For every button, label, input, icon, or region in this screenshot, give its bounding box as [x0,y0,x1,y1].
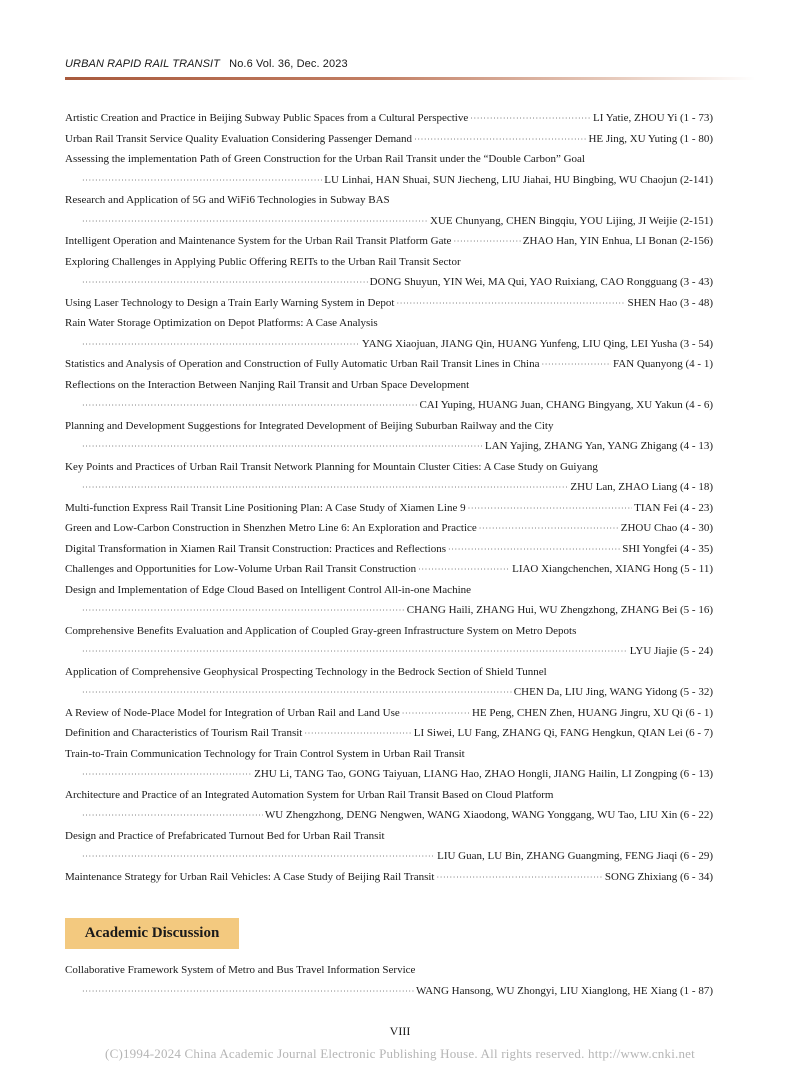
entry-authors: ZHOU Chao (4 - 30) [620,522,713,534]
entry-title: Using Laser Technology to Design a Train Early Warning System in Depot [65,296,395,309]
entry-title: Challenges and Opportunities for Low-Volume Urban Rail Transit Construction [65,563,417,575]
entry-authors: CHEN Da, LIU Jing, WANG Yidong (5 - 32) [513,686,713,698]
entry-authors: HE Jing, XU Yuting (1 - 80) [588,132,713,145]
entry-title: Comprehensive Benefits Evaluation and Application of Coupled Gray-green Infrastructure System on Metro Depots [65,624,577,637]
toc-entry [65,313,713,334]
toc-list [65,108,713,887]
leader-dots [82,171,322,192]
entry-authors: LI Yatie, ZHOU Yi (1 - 73) [593,112,713,124]
toc-entry-authors-line [65,682,713,703]
running-header [65,58,745,70]
entry-authors: YANG Xiaojuan, JIANG Qin, HUANG Yunfeng, LIU Qing, LEI Yusha (3 - 54) [361,337,713,350]
header-divider [65,77,755,80]
entry-title: Multi-function Express Rail Transit Line Positioning Plan: A Case Study of Xiamen Line 9 [65,501,466,514]
entry-authors: CHANG Haili, ZHANG Hui, WU Zhengzhong, ZHANG Bei (5 - 16) [406,604,713,616]
toc-entry-authors-line [65,477,713,498]
entry-authors: ZHU Li, TANG Tao, GONG Taiyuan, LIANG Hao, ZHAO Hongli, JIANG Hailin, LI Zongping (6 - 13) [254,768,713,780]
leader-dots [82,396,417,417]
toc-entry [65,539,713,560]
toc-entry [65,518,713,539]
entry-title: Research and Application of 5G and WiFi6 Technologies in Subway BAS [65,194,390,206]
leader-dots [82,273,368,294]
leader-dots [402,704,470,725]
toc-entry [65,662,713,683]
entry-title: Train-to-Train Communication Technology for Train Control System in Urban Rail Transit [65,747,465,760]
entry-title: Artistic Creation and Practice in Beijing Subway Public Spaces from a Cultural Perspective [65,112,469,124]
leader-dots [82,806,263,827]
entry-title: Planning and Development Suggestions for Integrated Development of Beijing Suburban Railway and the City [65,419,554,432]
entry-authors: SHI Yongfei (4 - 35) [622,542,713,555]
entry-title: Urban Rail Transit Service Quality Evaluation Considering Passenger Demand [65,132,413,145]
toc-list-academic-discussion [65,960,713,1001]
entry-title: Assessing the implementation Path of Green Construction for the Urban Rail Transit under the “Double Carbon” Goal [65,153,585,165]
leader-dots [82,765,252,786]
entry-title: Maintenance Strategy for Urban Rail Vehicles: A Case Study of Beijing Rail Transit [65,870,435,883]
toc-entry-authors-line [65,211,713,232]
entry-title: A Review of Node-Place Model for Integration of Urban Rail and Land Use [65,706,400,719]
toc-entry-authors-line [65,600,713,621]
toc-entry-authors-line [65,272,713,293]
entry-authors: TIAN Fei (4 - 23) [634,501,713,514]
journal-name: URBAN RAPID RAIL TRANSIT [65,58,221,70]
toc-entry-authors-line [65,981,713,1002]
toc-entry [65,580,713,601]
entry-authors: ZHU Lan, ZHAO Liang (4 - 18) [570,481,713,493]
entry-authors: LI Siwei, LU Fang, ZHANG Qi, FANG Hengkun, QIAN Lei (6 - 7) [413,727,713,739]
entry-authors: XUE Chunyang, CHEN Bingqiu, YOU Lijing, JI Weijie (2-151) [430,214,713,227]
entry-title: Intelligent Operation and Maintenance System for the Urban Rail Transit Platform Gate [65,235,452,247]
leader-dots [479,519,619,540]
entry-authors: LYU Jiajie (5 - 24) [629,645,713,657]
toc-entry [65,375,713,396]
entry-title: Exploring Challenges in Applying Public Offering REITs to the Urban Rail Transit Sector [65,255,461,268]
leader-dots [82,437,483,458]
entry-authors: LU Linhai, HAN Shuai, SUN Jiecheng, LIU Jiahai, HU Bingbing, WU Chaojun (2-141) [324,173,713,186]
leader-dots [82,335,360,356]
entry-title: Architecture and Practice of an Integrated Automation System for Urban Rail Transit Based on Cloud Platform [65,788,554,801]
toc-entry [65,231,713,252]
page-number: VIII [389,1024,411,1038]
leader-dots [82,212,428,233]
entry-authors: CAI Yuping, HUANG Juan, CHANG Bingyang, XU Yakun (4 - 6) [419,399,713,411]
toc-entry-authors-line [65,764,713,785]
leader-dots [470,109,591,130]
entry-title: Statistics and Analysis of Operation and Construction of Fully Automatic Urban Rail Transit Lines in China [65,358,540,370]
entry-authors: ZHAO Han, YIN Enhua, LI Bonan (2-156) [522,235,713,247]
leader-dots [82,982,414,1003]
entry-title: Application of Comprehensive Geophysical Prospecting Technology in the Bedrock Section of Shield Tunnel [65,665,547,678]
entry-authors: LAN Yajing, ZHANG Yan, YANG Zhigang (4 - 13) [484,440,713,452]
leader-dots [82,683,512,704]
entry-title: Rain Water Storage Optimization on Depot Platforms: A Case Analysis [65,317,378,329]
entry-title: Key Points and Practices of Urban Rail Transit Network Planning for Mountain Cluster Cities: A Case Study on Guiyang [65,460,598,473]
entry-authors: FAN Quanyong (4 - 1) [612,358,713,370]
toc-entry [65,785,713,806]
toc-entry [65,723,713,744]
leader-dots [468,499,633,520]
toc-entry [65,826,713,847]
leader-dots [448,540,620,561]
toc-entry [65,129,713,150]
entry-authors: DONG Shuyun, YIN Wei, MA Qui, YAO Ruixiang, CAO Rongguang (3 - 43) [369,276,713,288]
entry-title: Design and Implementation of Edge Cloud Based on Intelligent Control All-in-one Machine [65,583,472,596]
toc-entry [65,416,713,437]
toc-entry [65,149,713,170]
toc-entry [65,252,713,273]
toc-entry [65,498,713,519]
entry-title: Design and Practice of Prefabricated Turnout Bed for Urban Rail Transit [65,829,385,842]
leader-dots [542,355,611,376]
entry-authors: WU Zhengzhong, DENG Nengwen, WANG Xiaodong, WANG Yonggang, WU Tao, LIU Xin (6 - 22) [264,809,713,821]
toc-entry [65,354,713,375]
leader-dots [304,724,411,745]
toc-entry [65,960,713,981]
entry-title: Reflections on the Interaction Between Nanjing Rail Transit and Urban Space Development [65,378,470,391]
toc-entry [65,190,713,211]
entry-authors: HE Peng, CHEN Zhen, HUANG Jingru, XU Qi (6 - 1) [471,706,713,719]
toc-entry [65,457,713,478]
leader-dots [82,478,568,499]
toc-entry-authors-line [65,805,713,826]
leader-dots [82,642,628,663]
entry-title: Definition and Characteristics of Tourism Rail Transit [65,727,303,739]
toc-entry [65,703,713,724]
leader-dots [418,560,510,581]
leader-dots [82,847,435,868]
toc-entry-authors-line [65,436,713,457]
entry-authors: WANG Hansong, WU Zhongyi, LIU Xianglong, HE Xiang (1 - 87) [415,984,713,997]
entry-title: Green and Low-Carbon Construction in Shenzhen Metro Line 6: An Exploration and Practice [65,522,477,534]
leader-dots [396,294,625,315]
toc-entry [65,744,713,765]
toc-entry-authors-line [65,641,713,662]
section-heading-academic-discussion: Academic Discussion [65,918,239,949]
leader-dots [436,868,602,889]
toc-entry [65,108,713,129]
toc-entry [65,867,713,888]
toc-entry [65,621,713,642]
toc-entry [65,293,713,314]
leader-dots [453,232,520,253]
entry-authors: LIU Guan, LU Bin, ZHANG Guangming, FENG Jiaqi (6 - 29) [437,850,713,862]
leader-dots [82,601,405,622]
copyright-notice: (C)1994-2024 China Academic Journal Electronic Publishing House. All rights reserved. http://www.cnki.net [105,1046,695,1061]
toc-entry-authors-line [65,395,713,416]
entry-title: Collaborative Framework System of Metro and Bus Travel Information Service [65,964,416,976]
issue-info: No.6 Vol. 36, Dec. 2023 [229,58,348,70]
toc-entry-authors-line [65,846,713,867]
toc-entry-authors-line [65,334,713,355]
toc-entry [65,559,713,580]
entry-authors: SONG Zhixiang (6 - 34) [604,870,713,883]
entry-authors: LIAO Xiangchenchen, XIANG Hong (5 - 11) [512,563,713,575]
entry-title: Digital Transformation in Xiamen Rail Transit Construction: Practices and Reflections [65,542,446,555]
leader-dots [414,130,586,151]
entry-authors: SHEN Hao (3 - 48) [627,296,713,309]
toc-entry-authors-line [65,170,713,191]
